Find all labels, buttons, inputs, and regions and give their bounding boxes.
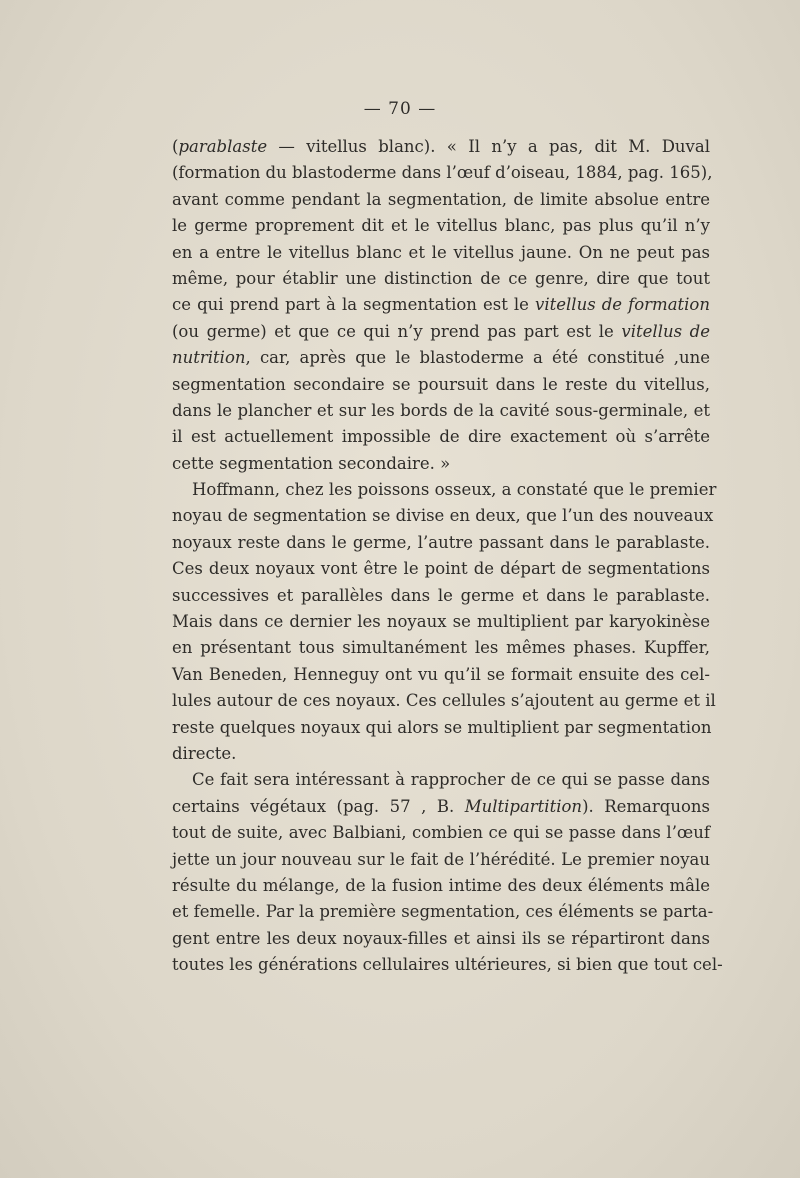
text-segment: — vitellus blanc). « Il n’y a pas, dit M. Duval [267,137,710,156]
italic-text: parablaste [178,137,268,156]
text-line [172,477,717,503]
text-segment: ce qui prend part à la segmentation est le [172,295,536,315]
italic-text: vitellus de formation [535,295,710,315]
text-segment: le germe proprement dit et le vitellus blanc, pas plus qu’il n’y [172,216,710,236]
text-segment: certains végétaux (pag. 57 , B. [172,796,465,816]
text-line [172,635,710,661]
text-line [172,240,710,266]
text-segment: reste quelques noyaux qui alors se multiplient par segmentation [172,717,712,737]
text-segment: successives et parallèles dans le germe et dans le parablaste. [172,585,710,605]
text-line [172,662,710,688]
text-segment: même, pour établir une distinction de ce genre, dire que tout [172,268,710,288]
text-segment: noyau de segmentation se divise en deux, que l’un des nouveaux [172,506,714,526]
text-line [172,794,710,820]
text-segment: noyaux reste dans le germe, l’autre passant dans le parablaste. [172,532,710,552]
italic-text: nutrition [172,348,246,368]
text-segment: (ou germe) et que ce qui n’y prend pas part est le [172,321,622,341]
text-segment: résulte du mélange, de la fusion intime des deux éléments mâle [172,875,710,895]
text-segment: (formation du blastoderme dans l’œuf d’oiseau, 1884, pag. 165), [172,163,713,183]
text-line [172,820,710,846]
text-line [172,556,710,582]
text-segment: , car, après que le blastoderme a été constitué ,une [245,348,710,368]
text-line [172,873,710,899]
text-segment: en présentant tous simultanément les mêmes phases. Kupffer, [172,638,710,658]
text-line [172,319,710,345]
text-segment: Van Beneden, Henneguy ont vu qu’il se formait ensuite des cel- [172,664,710,684]
text-segment: en a entre le vitellus blanc et le vitellus jaune. On ne peut pas [172,242,710,262]
text-segment: ( [172,137,179,156]
text-segment: et femelle. Par la première segmentation, ces éléments se parta- [172,902,714,922]
page-number: — 70 — [363,99,437,119]
text-line [172,213,710,239]
text-line [172,530,710,556]
text-line [172,134,710,160]
text-segment: Mais dans ce dernier les noyaux se multiplient par karyokinèse [172,612,710,632]
text-line [172,187,710,213]
text-segment: cette segmentation secondaire. » [172,453,451,473]
text-line [172,160,713,186]
text-line [172,767,710,793]
text-segment: il est actuellement impossible de dire exactement où s’arrête [172,427,710,447]
text-line [172,741,710,767]
text-line [172,266,710,292]
text-segment: Ce fait sera intéressant à rapprocher de ce qui se passe dans [192,770,710,790]
text-line [172,503,714,529]
text-segment: tout de suite, avec Balbiani, combien ce qui se passe dans l’œuf [172,823,710,843]
italic-text: vitellus de [621,321,710,341]
text-segment: gent entre les deux noyaux-filles et ainsi ils se répartiront dans [172,928,710,948]
text-line [172,345,710,371]
italic-text: Multipartition [464,796,583,816]
text-line [172,583,710,609]
text-line [172,424,710,450]
text-line [172,847,710,873]
text-segment: ). Remarquons [582,796,710,816]
text-line [172,952,723,978]
text-segment: directe. [172,743,237,763]
text-segment: toutes les générations cellulaires ultérieures, si bien que tout cel- [172,955,723,975]
text-segment: lules autour de ces noyaux. Ces cellules s’ajoutent au germe et il [172,691,716,711]
text-line [172,451,710,477]
text-segment: dans le plancher et sur les bords de la cavité sous-germinale, et [172,400,710,420]
body-text [172,134,723,979]
text-segment: avant comme pendant la segmentation, de limite absolue entre [172,189,710,209]
text-line [172,926,710,952]
text-line [172,899,714,925]
text-segment: segmentation secondaire se poursuit dans le reste du vitellus, [172,374,710,394]
text-segment: Ces deux noyaux vont être le point de départ de segmentations [172,559,710,579]
text-line [172,688,716,714]
text-line [172,398,710,424]
text-line [172,609,710,635]
text-segment: Hoffmann, chez les poissons osseux, a constaté que le premier [192,480,717,500]
text-line [172,292,710,318]
text-line [172,372,710,398]
text-line [172,715,710,741]
text-segment: jette un jour nouveau sur le fait de l’hérédité. Le premier noyau [172,849,710,869]
